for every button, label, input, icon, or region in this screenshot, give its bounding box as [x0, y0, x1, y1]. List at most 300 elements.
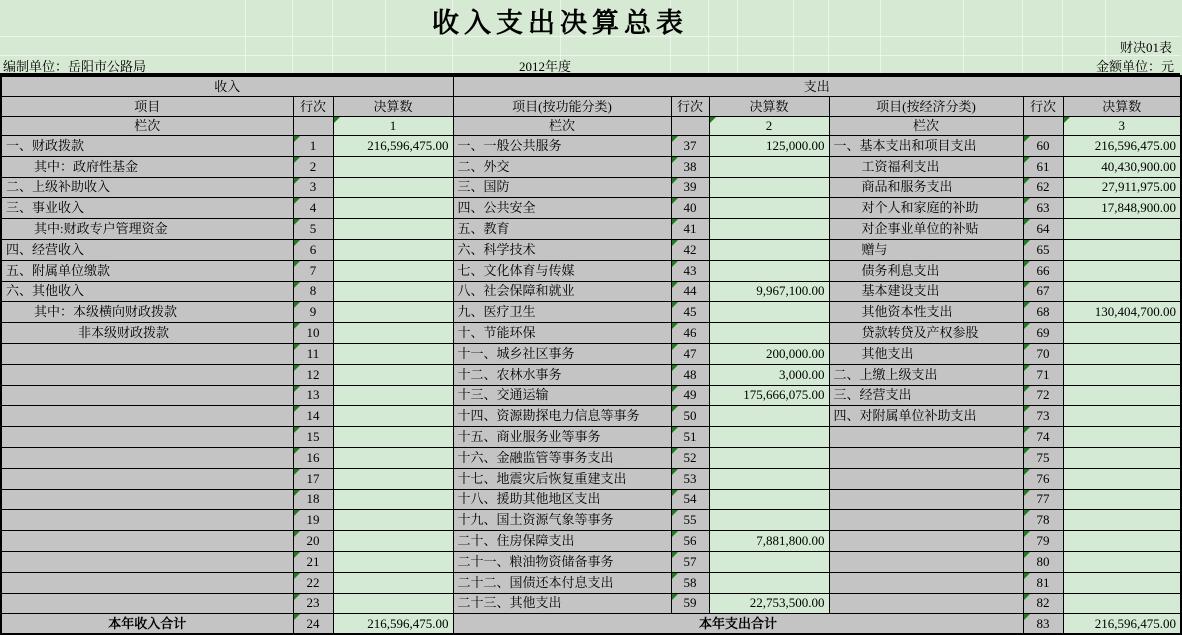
func-line-cell[interactable] [671, 427, 709, 448]
func-item-cell[interactable]: 七、文化体育与传媒 [453, 260, 671, 281]
func-item-cell[interactable]: 八、社会保障和就业 [453, 281, 671, 302]
econ-item-cell[interactable] [829, 510, 1023, 531]
econ-line-cell[interactable] [1023, 385, 1063, 406]
lanci-empty-2[interactable] [671, 117, 709, 136]
econ-item-cell[interactable]: 其他资本性支出 [829, 302, 1023, 323]
func-amount-cell[interactable] [709, 510, 829, 531]
func-item-cell[interactable]: 十、节能环保 [453, 323, 671, 344]
income-item-cell[interactable] [1, 468, 293, 489]
econ-line-cell[interactable] [1023, 177, 1063, 198]
error-indicator-triangle-icon [294, 198, 300, 204]
func-item-cell[interactable]: 十三、交通运输 [453, 385, 671, 406]
line-number: 52 [683, 449, 697, 465]
econ-line-cell[interactable] [1023, 406, 1063, 427]
line-number: 61 [1036, 158, 1050, 174]
line-number: 59 [683, 595, 697, 611]
error-indicator-triangle-icon [294, 573, 300, 579]
income-item-cell[interactable] [1, 489, 293, 510]
error-indicator-triangle-icon [294, 469, 300, 475]
income-item-cell[interactable] [1, 385, 293, 406]
error-indicator-triangle-icon [672, 573, 678, 579]
error-indicator-triangle-icon [294, 219, 300, 225]
func-item-cell[interactable]: 十九、国土资源气象等事务 [453, 510, 671, 531]
func-amount-cell[interactable]: 9,967,100.00 [709, 281, 829, 302]
income-amount-cell[interactable] [333, 260, 453, 281]
error-indicator-triangle-icon [710, 117, 716, 123]
income-amount-cell[interactable] [333, 343, 453, 364]
line-number: 74 [1036, 429, 1050, 445]
line-number: 19 [306, 512, 320, 528]
econ-line-cell[interactable] [1023, 551, 1063, 572]
col-header-amount-2[interactable]: 决算数 [709, 97, 829, 117]
income-amount-cell[interactable]: 216,596,475.00 [333, 136, 453, 157]
income-amount-cell[interactable] [333, 510, 453, 531]
econ-line-cell[interactable] [1023, 343, 1063, 364]
func-amount-cell[interactable] [709, 177, 829, 198]
func-amount-cell[interactable] [709, 489, 829, 510]
error-indicator-triangle-icon [1024, 573, 1030, 579]
func-item-cell[interactable]: 一、一般公共服务 [453, 136, 671, 157]
line-number: 51 [683, 429, 697, 445]
line-number: 75 [1036, 449, 1050, 465]
func-item-cell[interactable]: 二十一、粮油物资储备事务 [453, 551, 671, 572]
econ-item-cell[interactable]: 贷款转贷及产权参股 [829, 323, 1023, 344]
func-item-cell[interactable]: 二十三、其他支出 [453, 593, 671, 614]
econ-item-cell[interactable]: 赠与 [829, 239, 1023, 260]
func-amount-cell[interactable] [709, 572, 829, 593]
econ-amount-cell[interactable]: 27,911,975.00 [1063, 177, 1181, 198]
func-amount-cell[interactable] [709, 406, 829, 427]
line-number: 80 [1036, 553, 1050, 569]
func-line-cell[interactable] [671, 364, 709, 385]
col-header-amount-1[interactable]: 决算数 [333, 97, 453, 117]
income-line-cell[interactable] [293, 343, 333, 364]
error-indicator-triangle-icon [294, 344, 300, 350]
income-amount-cell[interactable] [333, 281, 453, 302]
econ-amount-cell[interactable]: 17,848,900.00 [1063, 198, 1181, 219]
error-indicator-triangle-icon [672, 198, 678, 204]
income-line-cell[interactable] [293, 239, 333, 260]
income-amount-cell[interactable] [333, 551, 453, 572]
income-amount-cell[interactable] [333, 489, 453, 510]
func-amount-cell[interactable]: 22,753,500.00 [709, 593, 829, 614]
error-indicator-triangle-icon [672, 469, 678, 475]
func-item-cell[interactable]: 十六、金融监管等事务支出 [453, 447, 671, 468]
amount-unit: 金额单位：元 [1095, 59, 1174, 74]
func-line-cell[interactable] [671, 219, 709, 240]
income-amount-cell[interactable] [333, 156, 453, 177]
form-code: 财决01表 [1119, 40, 1172, 55]
income-line-cell[interactable] [293, 489, 333, 510]
econ-item-cell[interactable] [829, 531, 1023, 552]
lanci-empty-1[interactable] [293, 117, 333, 136]
income-amount-cell[interactable] [333, 572, 453, 593]
econ-line-cell[interactable] [1023, 302, 1063, 323]
func-line-cell[interactable] [671, 531, 709, 552]
econ-line-cell[interactable] [1023, 281, 1063, 302]
func-line-cell[interactable] [671, 302, 709, 323]
func-item-cell[interactable]: 十二、农林水事务 [453, 364, 671, 385]
col-header-item-econ[interactable]: 项目(按经济分类) [829, 97, 1023, 117]
section-expense-header[interactable]: 支出 [453, 76, 1181, 97]
econ-item-cell[interactable]: 基本建设支出 [829, 281, 1023, 302]
income-line-cell[interactable] [293, 551, 333, 572]
econ-amount-cell[interactable] [1063, 489, 1181, 510]
income-line-cell[interactable] [293, 364, 333, 385]
col-header-line-3[interactable]: 行次 [1023, 97, 1063, 117]
econ-line-cell[interactable] [1023, 364, 1063, 385]
lanci-empty-3[interactable] [1023, 117, 1063, 136]
line-number: 76 [1036, 470, 1050, 486]
econ-item-cell[interactable] [829, 468, 1023, 489]
lanci-col-number-1[interactable] [333, 117, 453, 136]
income-line-cell[interactable] [293, 447, 333, 468]
func-amount-cell[interactable] [709, 302, 829, 323]
income-item-cell[interactable]: 一、财政拨款 [1, 136, 293, 157]
econ-item-cell[interactable] [829, 551, 1023, 572]
econ-item-cell[interactable] [829, 489, 1023, 510]
income-line-cell[interactable] [293, 468, 333, 489]
econ-item-cell[interactable]: 四、对附属单位补助支出 [829, 406, 1023, 427]
func-line-cell[interactable] [671, 551, 709, 572]
func-item-cell[interactable]: 九、医疗卫生 [453, 302, 671, 323]
econ-amount-cell[interactable] [1063, 219, 1181, 240]
func-item-cell[interactable]: 四、公共安全 [453, 198, 671, 219]
income-line-cell[interactable] [293, 385, 333, 406]
econ-line-cell[interactable] [1023, 427, 1063, 448]
line-number: 8 [309, 283, 317, 299]
error-indicator-triangle-icon [294, 594, 300, 600]
income-item-cell[interactable]: 非本级财政拨款 [1, 323, 293, 344]
income-item-cell[interactable] [1, 593, 293, 614]
func-item-cell[interactable]: 十五、商业服务业等事务 [453, 427, 671, 448]
func-item-cell[interactable]: 六、科学技术 [453, 239, 671, 260]
func-amount-cell[interactable] [709, 156, 829, 177]
income-item-cell[interactable] [1, 343, 293, 364]
income-line-cell[interactable] [293, 219, 333, 240]
func-line-cell[interactable] [671, 447, 709, 468]
line-number: 67 [1036, 283, 1050, 299]
error-indicator-triangle-icon [1064, 117, 1070, 123]
func-item-cell[interactable]: 十一、城乡社区事务 [453, 343, 671, 364]
econ-item-cell[interactable]: 三、经营支出 [829, 385, 1023, 406]
error-indicator-triangle-icon [1024, 365, 1030, 371]
col-header-amount-3[interactable]: 决算数 [1063, 97, 1181, 117]
econ-amount-cell[interactable] [1063, 510, 1181, 531]
econ-amount-cell[interactable] [1063, 260, 1181, 281]
expense-total-line-cell[interactable] [1023, 614, 1063, 635]
func-line-cell[interactable] [671, 593, 709, 614]
lanci-number: 2 [765, 118, 773, 133]
income-amount-cell[interactable] [333, 593, 453, 614]
income-amount-cell[interactable] [333, 406, 453, 427]
income-amount-cell[interactable] [333, 364, 453, 385]
income-line-cell[interactable] [293, 572, 333, 593]
line-number: 24 [306, 615, 320, 631]
func-line-cell[interactable] [671, 406, 709, 427]
econ-line-cell[interactable] [1023, 239, 1063, 260]
error-indicator-triangle-icon [1024, 198, 1030, 204]
income-item-cell[interactable]: 四、经营收入 [1, 239, 293, 260]
econ-item-cell[interactable] [829, 447, 1023, 468]
lanci-label-3[interactable]: 栏次 [829, 117, 1023, 136]
func-line-cell[interactable] [671, 385, 709, 406]
func-item-cell[interactable]: 二十二、国债还本付息支出 [453, 572, 671, 593]
error-indicator-triangle-icon [294, 427, 300, 433]
econ-line-cell[interactable] [1023, 593, 1063, 614]
econ-item-cell[interactable]: 商品和服务支出 [829, 177, 1023, 198]
econ-amount-cell[interactable] [1063, 385, 1181, 406]
econ-line-cell[interactable] [1023, 323, 1063, 344]
col-header-item-func[interactable]: 项目(按功能分类) [453, 97, 671, 117]
econ-amount-cell[interactable] [1063, 572, 1181, 593]
error-indicator-triangle-icon [294, 386, 300, 392]
func-amount-cell[interactable] [709, 468, 829, 489]
line-number: 66 [1036, 262, 1050, 278]
econ-line-cell[interactable] [1023, 219, 1063, 240]
econ-item-cell[interactable]: 工资福利支出 [829, 156, 1023, 177]
func-line-cell[interactable] [671, 572, 709, 593]
col-header-item[interactable]: 项目 [1, 97, 293, 117]
func-line-cell[interactable] [671, 489, 709, 510]
income-total-label-cell[interactable]: 本年收入合计 [1, 614, 293, 635]
income-item-cell[interactable]: 六、其他收入 [1, 281, 293, 302]
income-line-cell[interactable] [293, 323, 333, 344]
econ-line-cell[interactable] [1023, 572, 1063, 593]
income-line-cell[interactable] [293, 156, 333, 177]
econ-amount-cell[interactable] [1063, 447, 1181, 468]
error-indicator-triangle-icon [672, 365, 678, 371]
section-income-header[interactable]: 收入 [1, 76, 453, 97]
expense-total-amount-cell[interactable]: 216,596,475.00 [1063, 614, 1181, 635]
econ-line-cell[interactable] [1023, 468, 1063, 489]
income-item-cell[interactable]: 二、上级补助收入 [1, 177, 293, 198]
income-line-cell[interactable] [293, 406, 333, 427]
func-line-cell[interactable] [671, 136, 709, 157]
income-item-cell[interactable] [1, 531, 293, 552]
func-line-cell[interactable] [671, 281, 709, 302]
econ-item-cell[interactable] [829, 572, 1023, 593]
econ-amount-cell[interactable]: 216,596,475.00 [1063, 136, 1181, 157]
func-item-cell[interactable]: 十四、资源勘探电力信息等事务 [453, 406, 671, 427]
econ-amount-cell[interactable] [1063, 551, 1181, 572]
econ-amount-cell[interactable] [1063, 406, 1181, 427]
econ-item-cell[interactable] [829, 427, 1023, 448]
income-amount-cell[interactable] [333, 302, 453, 323]
func-amount-cell[interactable] [709, 551, 829, 572]
income-amount-cell[interactable] [333, 447, 453, 468]
error-indicator-triangle-icon [672, 240, 678, 246]
expense-total-label-cell[interactable]: 本年支出合计 [453, 614, 1023, 635]
income-amount-cell[interactable] [333, 239, 453, 260]
econ-amount-cell[interactable] [1063, 593, 1181, 614]
func-amount-cell[interactable]: 200,000.00 [709, 343, 829, 364]
econ-amount-cell[interactable] [1063, 531, 1181, 552]
income-item-cell[interactable] [1, 364, 293, 385]
income-item-cell[interactable] [1, 510, 293, 531]
func-item-cell[interactable]: 五、教育 [453, 219, 671, 240]
income-line-cell[interactable] [293, 531, 333, 552]
econ-amount-cell[interactable]: 130,404,700.00 [1063, 302, 1181, 323]
econ-item-cell[interactable]: 债务利息支出 [829, 260, 1023, 281]
func-line-cell[interactable] [671, 343, 709, 364]
func-amount-cell[interactable]: 7,881,800.00 [709, 531, 829, 552]
lanci-label-1[interactable]: 栏次 [1, 117, 293, 136]
func-line-cell[interactable] [671, 156, 709, 177]
error-indicator-triangle-icon [672, 448, 678, 454]
func-amount-cell[interactable] [709, 260, 829, 281]
econ-line-cell[interactable] [1023, 510, 1063, 531]
econ-amount-cell[interactable]: 40,430,900.00 [1063, 156, 1181, 177]
line-number: 63 [1036, 200, 1050, 216]
income-item-cell[interactable]: 其中：本级横向财政拨款 [1, 302, 293, 323]
income-amount-cell[interactable] [333, 385, 453, 406]
income-amount-cell[interactable] [333, 177, 453, 198]
income-line-cell[interactable] [293, 260, 333, 281]
income-line-cell[interactable] [293, 427, 333, 448]
line-number: 79 [1036, 533, 1050, 549]
line-number: 48 [683, 366, 697, 382]
income-total-amount-cell[interactable]: 216,596,475.00 [333, 614, 453, 635]
econ-item-cell[interactable]: 对企事业单位的补贴 [829, 219, 1023, 240]
error-indicator-triangle-icon [672, 531, 678, 537]
table-row [1, 219, 1181, 240]
func-line-cell[interactable] [671, 198, 709, 219]
econ-amount-cell[interactable] [1063, 323, 1181, 344]
econ-item-cell[interactable]: 对个人和家庭的补助 [829, 198, 1023, 219]
line-number: 1 [309, 137, 317, 153]
econ-item-cell[interactable]: 一、基本支出和项目支出 [829, 136, 1023, 157]
econ-line-cell[interactable] [1023, 156, 1063, 177]
income-line-cell[interactable] [293, 281, 333, 302]
income-line-cell[interactable] [293, 136, 333, 157]
func-item-cell[interactable]: 十八、援助其他地区支出 [453, 489, 671, 510]
func-line-cell[interactable] [671, 239, 709, 260]
income-line-cell[interactable] [293, 177, 333, 198]
func-line-cell[interactable] [671, 177, 709, 198]
income-item-cell[interactable] [1, 447, 293, 468]
line-number: 21 [306, 553, 320, 569]
error-indicator-triangle-icon [294, 614, 300, 620]
func-amount-cell[interactable]: 175,666,075.00 [709, 385, 829, 406]
econ-amount-cell[interactable] [1063, 281, 1181, 302]
income-item-cell[interactable] [1, 551, 293, 572]
func-line-cell[interactable] [671, 260, 709, 281]
func-item-cell[interactable]: 十七、地震灾后恢复重建支出 [453, 468, 671, 489]
error-indicator-triangle-icon [1024, 448, 1030, 454]
econ-item-cell[interactable] [829, 593, 1023, 614]
income-item-cell[interactable]: 五、附属单位缴款 [1, 260, 293, 281]
line-number: 56 [683, 533, 697, 549]
econ-amount-cell[interactable] [1063, 468, 1181, 489]
line-number: 68 [1036, 304, 1050, 320]
lanci-label-2[interactable]: 栏次 [453, 117, 671, 136]
income-item-cell[interactable]: 三、事业收入 [1, 198, 293, 219]
econ-line-cell[interactable] [1023, 260, 1063, 281]
line-number: 77 [1036, 491, 1050, 507]
line-number: 9 [309, 304, 317, 320]
income-line-cell[interactable] [293, 198, 333, 219]
error-indicator-triangle-icon [294, 490, 300, 496]
income-item-cell[interactable] [1, 406, 293, 427]
income-item-cell[interactable] [1, 572, 293, 593]
func-amount-cell[interactable] [709, 447, 829, 468]
econ-amount-cell[interactable] [1063, 343, 1181, 364]
error-indicator-triangle-icon [672, 510, 678, 516]
income-amount-cell[interactable] [333, 219, 453, 240]
income-amount-cell[interactable] [333, 198, 453, 219]
econ-amount-cell[interactable] [1063, 239, 1181, 260]
income-item-cell[interactable]: 其中:财政专户管理资金 [1, 219, 293, 240]
income-line-cell[interactable] [293, 510, 333, 531]
income-amount-cell[interactable] [333, 468, 453, 489]
econ-item-cell[interactable]: 二、上缴上级支出 [829, 364, 1023, 385]
func-amount-cell[interactable] [709, 427, 829, 448]
table-row [1, 593, 1181, 614]
func-amount-cell[interactable] [709, 239, 829, 260]
econ-item-cell[interactable]: 其他支出 [829, 343, 1023, 364]
econ-amount-cell[interactable] [1063, 364, 1181, 385]
econ-line-cell[interactable] [1023, 489, 1063, 510]
col-header-line-1[interactable]: 行次 [293, 97, 333, 117]
line-number: 11 [306, 345, 320, 361]
func-line-cell[interactable] [671, 510, 709, 531]
error-indicator-triangle-icon [294, 157, 300, 163]
income-line-cell[interactable] [293, 302, 333, 323]
lanci-col-number-2[interactable] [709, 117, 829, 136]
func-amount-cell[interactable] [709, 219, 829, 240]
line-number: 17 [306, 470, 320, 486]
econ-line-cell[interactable] [1023, 198, 1063, 219]
income-line-cell[interactable] [293, 593, 333, 614]
error-indicator-triangle-icon [672, 282, 678, 288]
func-item-cell[interactable]: 二十、住房保障支出 [453, 531, 671, 552]
line-number: 6 [309, 241, 317, 257]
func-item-cell[interactable]: 二、外交 [453, 156, 671, 177]
func-amount-cell[interactable] [709, 323, 829, 344]
income-total-line-cell[interactable] [293, 614, 333, 635]
line-number: 72 [1036, 387, 1050, 403]
econ-line-cell[interactable] [1023, 447, 1063, 468]
income-item-cell[interactable]: 其中：政府性基金 [1, 156, 293, 177]
econ-amount-cell[interactable] [1063, 427, 1181, 448]
income-amount-cell[interactable] [333, 531, 453, 552]
econ-line-cell[interactable] [1023, 531, 1063, 552]
income-amount-cell[interactable] [333, 323, 453, 344]
lanci-col-number-3[interactable] [1063, 117, 1181, 136]
income-item-cell[interactable] [1, 427, 293, 448]
func-line-cell[interactable] [671, 323, 709, 344]
econ-line-cell[interactable] [1023, 136, 1063, 157]
error-indicator-triangle-icon [672, 552, 678, 558]
table-row [1, 468, 1181, 489]
line-number: 43 [683, 262, 697, 278]
line-number: 37 [683, 137, 697, 153]
line-number: 70 [1036, 345, 1050, 361]
func-item-cell[interactable]: 三、国防 [453, 177, 671, 198]
col-header-line-2[interactable]: 行次 [671, 97, 709, 117]
table-row [1, 531, 1181, 552]
func-amount-cell[interactable] [709, 198, 829, 219]
error-indicator-triangle-icon [1024, 406, 1030, 412]
line-number: 65 [1036, 241, 1050, 257]
income-amount-cell[interactable] [333, 427, 453, 448]
func-amount-cell[interactable]: 3,000.00 [709, 364, 829, 385]
func-amount-cell[interactable]: 125,000.00 [709, 136, 829, 157]
table-row [1, 136, 1181, 157]
func-line-cell[interactable] [671, 468, 709, 489]
line-number: 3 [309, 179, 317, 195]
